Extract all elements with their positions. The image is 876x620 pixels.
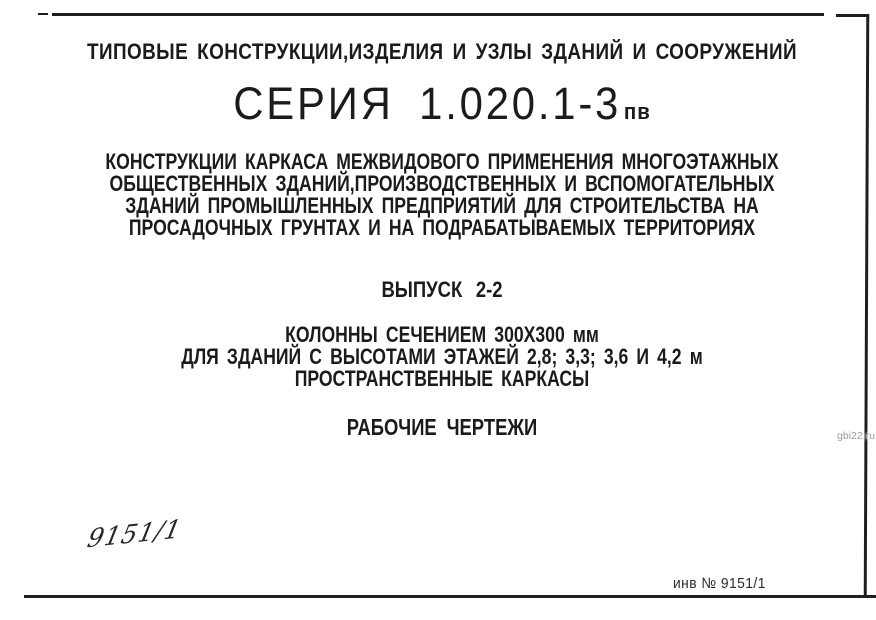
- handwritten-inventory-number: 9151/1: [84, 513, 185, 554]
- site-watermark: gbi22.ru: [837, 430, 875, 442]
- series-suffix: пв: [623, 99, 651, 124]
- frame-top-line: [52, 13, 824, 16]
- subject-block: [95, 324, 789, 390]
- description-line: ЗДАНИЙ ПРОМЫШЛЕННЫХ ПРЕДПРИЯТИЙ ДЛЯ СТРОИТЕЛЬСТВА НА: [125, 193, 759, 218]
- frame-top-dash: [38, 13, 48, 15]
- working-drawings-label: РАБОЧИЕ ЧЕРТЕЖИ: [346, 414, 538, 440]
- subject-line: КОЛОННЫ СЕЧЕНИЕМ 300Х300 мм: [285, 322, 599, 347]
- series-number: СЕРИЯ 1.020.1-3: [233, 78, 622, 129]
- inventory-number: инв № 9151/1: [673, 575, 766, 592]
- frame-right-line: [864, 14, 870, 597]
- subject-line: ПРОСТРАНСТВЕННЫЕ КАРКАСЫ: [294, 366, 590, 391]
- series-title: [38, 78, 845, 130]
- subject-line: ДЛЯ ЗДАНИЙ С ВЫСОТАМИ ЭТАЖЕЙ 2,8; 3,3; 3,6 И 4,2 м: [181, 344, 703, 369]
- description-line: КОНСТРУКЦИИ КАРКАСА МЕЖВИДОВОГО ПРИМЕНЕНИЯ МНОГОЭТАЖНЫХ: [105, 149, 779, 174]
- issue-label: ВЫПУСК 2-2: [381, 277, 503, 302]
- frame-bottom-line: [24, 595, 876, 598]
- description-line: ОБЩЕСТВЕННЫХ ЗДАНИЙ,ПРОИЗВОДСТВЕННЫХ И ВСПОМОГАТЕЛЬНЫХ: [109, 171, 775, 196]
- document-header: ТИПОВЫЕ КОНСТРУКЦИИ,ИЗДЕЛИЯ И УЗЛЫ ЗДАНИЙ И СООРУЖЕНИЙ: [87, 39, 797, 64]
- description-line: ПРОСАДОЧНЫХ ГРУНТАХ И НА ПОДРАБАТЫВАЕМЫХ ТЕРРИТОРИЯХ: [128, 215, 756, 240]
- frame-top-right-segment: [836, 14, 869, 17]
- description-block: [95, 151, 789, 239]
